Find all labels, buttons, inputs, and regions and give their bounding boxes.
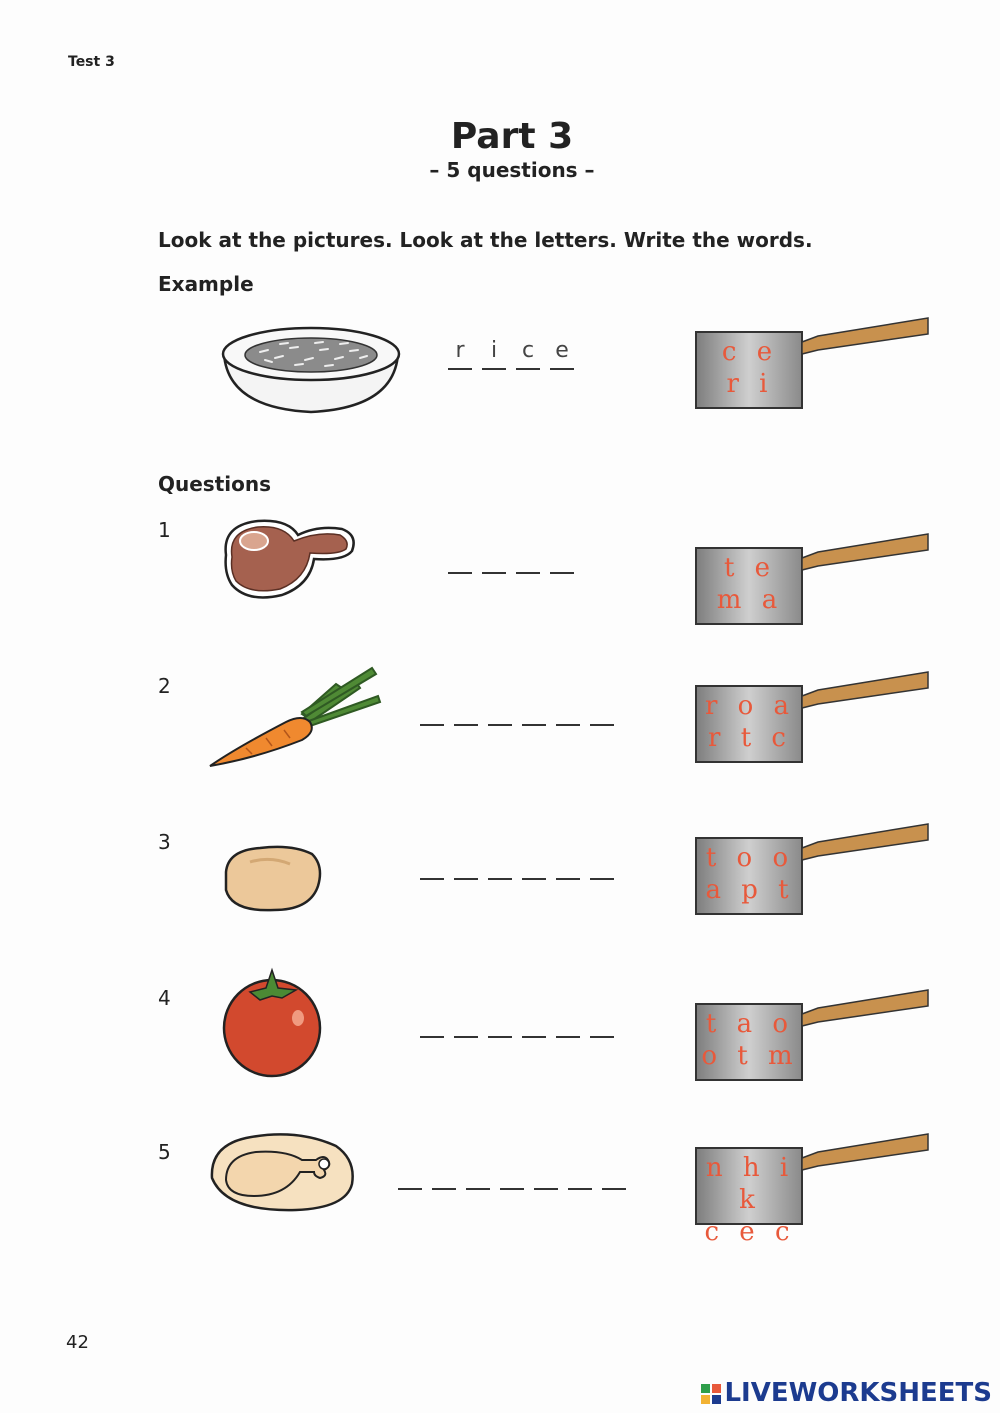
- answer-blank[interactable]: [454, 848, 478, 880]
- question-number: 4: [158, 986, 171, 1010]
- pan-letters: [698, 1152, 802, 1248]
- page-subtitle: – 5 questions –: [429, 158, 595, 182]
- test-label: Test 3: [68, 54, 115, 70]
- pan-row: t a o: [705, 1009, 795, 1039]
- answer-blank[interactable]: [500, 1158, 524, 1190]
- pan-letters: [698, 552, 802, 616]
- question-number: 3: [158, 830, 171, 854]
- pan-row: r i: [726, 369, 774, 399]
- answer-blank[interactable]: [420, 694, 444, 726]
- answer-blank[interactable]: [590, 1006, 614, 1038]
- answer-blank[interactable]: [522, 848, 546, 880]
- answer-blank[interactable]: [454, 1006, 478, 1038]
- answer-blank[interactable]: [522, 1006, 546, 1038]
- pan-row: r t c: [708, 723, 792, 753]
- answer-blank[interactable]: [432, 1158, 456, 1190]
- answer-blank[interactable]: [398, 1158, 422, 1190]
- answer-blank[interactable]: [602, 1158, 626, 1190]
- answer-blank[interactable]: [590, 848, 614, 880]
- answer-blank[interactable]: [516, 542, 540, 574]
- page-number: 42: [66, 1332, 89, 1353]
- question-number: 2: [158, 674, 171, 698]
- answer-blank[interactable]: [550, 542, 574, 574]
- answer-blanks[interactable]: [398, 1158, 626, 1190]
- answer-blank[interactable]: [556, 1006, 580, 1038]
- example-letter: e: [550, 338, 574, 370]
- answer-blanks[interactable]: [420, 1006, 614, 1038]
- answer-blanks[interactable]: [448, 542, 574, 574]
- pan-row: t o o: [705, 843, 795, 873]
- answer-blank[interactable]: [488, 848, 512, 880]
- potato-icon: [220, 842, 324, 914]
- rice-bowl-icon: [220, 322, 402, 414]
- brand-name: LIVEWORKSHEETS: [724, 1378, 992, 1408]
- brand-logo: [700, 1378, 992, 1408]
- answer-blanks[interactable]: [420, 848, 614, 880]
- answer-blank[interactable]: [522, 694, 546, 726]
- answer-blanks[interactable]: [420, 694, 614, 726]
- answer-blank[interactable]: [556, 848, 580, 880]
- answer-blank[interactable]: [568, 1158, 592, 1190]
- pan-row: m a: [716, 585, 784, 615]
- example-letter: c: [516, 338, 540, 370]
- question-number: 1: [158, 518, 171, 542]
- answer-blank[interactable]: [534, 1158, 558, 1190]
- example-letter: i: [482, 338, 506, 370]
- pan-letters: [698, 690, 802, 754]
- answer-blank[interactable]: [488, 1006, 512, 1038]
- answer-blank[interactable]: [454, 694, 478, 726]
- pan-letters: [698, 842, 802, 906]
- worksheet-logo-icon: [700, 1383, 722, 1405]
- answer-blank[interactable]: [420, 848, 444, 880]
- answer-blank[interactable]: [466, 1158, 490, 1190]
- answer-blank[interactable]: [556, 694, 580, 726]
- pan-row: c e: [721, 337, 779, 367]
- meat-icon: [218, 515, 358, 601]
- page-title: Part 3: [450, 116, 574, 157]
- questions-heading: Questions: [158, 472, 272, 496]
- answer-blank[interactable]: [420, 1006, 444, 1038]
- answer-blank[interactable]: [482, 542, 506, 574]
- carrot-icon: [206, 662, 388, 772]
- pan-row: t e: [723, 553, 777, 583]
- example-heading: Example: [158, 272, 254, 296]
- pan-row: c e c: [704, 1217, 796, 1247]
- tomato-icon: [220, 966, 324, 1078]
- instructions: Look at the pictures. Look at the letters. Write the words.: [158, 228, 813, 252]
- example-letter: r: [448, 338, 472, 370]
- pan-row: n h i k: [705, 1153, 795, 1215]
- pan-row: r o a: [704, 691, 796, 721]
- example-pan-letters: [698, 336, 802, 400]
- answer-blank[interactable]: [448, 542, 472, 574]
- pan-row: a p t: [705, 875, 795, 905]
- pan-row: o t m: [701, 1041, 799, 1071]
- question-number: 5: [158, 1140, 171, 1164]
- chicken-icon: [206, 1130, 358, 1212]
- example-answer: [448, 338, 574, 370]
- answer-blank[interactable]: [488, 694, 512, 726]
- pan-letters: [698, 1008, 802, 1072]
- answer-blank[interactable]: [590, 694, 614, 726]
